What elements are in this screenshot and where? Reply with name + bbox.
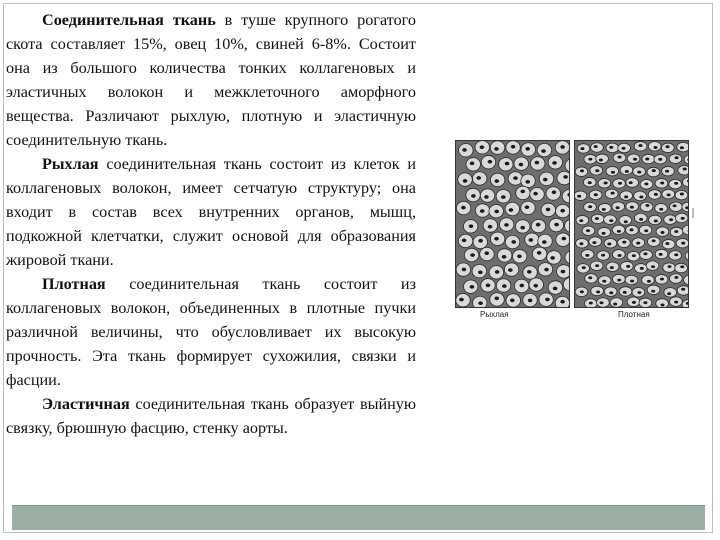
term-loose-tissue: Рыхлая (42, 155, 99, 173)
term-dense-tissue: Плотная (42, 275, 106, 293)
tissue-figure (450, 140, 695, 330)
dense-tissue-image (574, 140, 689, 308)
term-connective-tissue: Соединительная ткань (42, 11, 216, 29)
figure-edge-mark (692, 208, 694, 218)
caption-loose: Рыхлая (480, 310, 509, 319)
text-elastic-tissue: соединительная ткань образует выйную связку, брюшную фасцию, стенку аорты. (6, 395, 416, 437)
paragraph-connective-tissue (6, 8, 416, 152)
bottom-accent-bar (12, 505, 705, 530)
text-block (6, 8, 416, 440)
paragraph-loose-tissue (6, 152, 416, 272)
caption-dense: Плотная (618, 310, 650, 319)
text-connective-tissue: в туше крупного рогатого скота составляет 15%, овец 10%, свиней 6-8%. Состоит она из большого количества тонких коллагеновых и эластичных волокон и межклеточного аморфного вещества. Различают рыхлую, плотную и эластичную соединительную ткань. (6, 11, 416, 149)
paragraph-dense-tissue (6, 272, 416, 392)
term-elastic-tissue: Эластичная (42, 395, 130, 413)
text-dense-tissue: соединительная ткань состоит из коллагеновых волокон, объединенных в плотные пучки различной величины, что обусловливает их высокую прочность. Эта ткань формирует сухожилия, связки и фасции. (6, 275, 416, 389)
paragraph-elastic-tissue (6, 392, 416, 440)
loose-tissue-image (455, 140, 570, 308)
text-loose-tissue: соединительная ткань состоит из клеток и коллагеновых волокон, имеет сетчатую структуру; она входит в состав всех внутренних органов, мышц, подкожной клетчатки, служит основой для образования жировой ткани. (6, 155, 416, 269)
